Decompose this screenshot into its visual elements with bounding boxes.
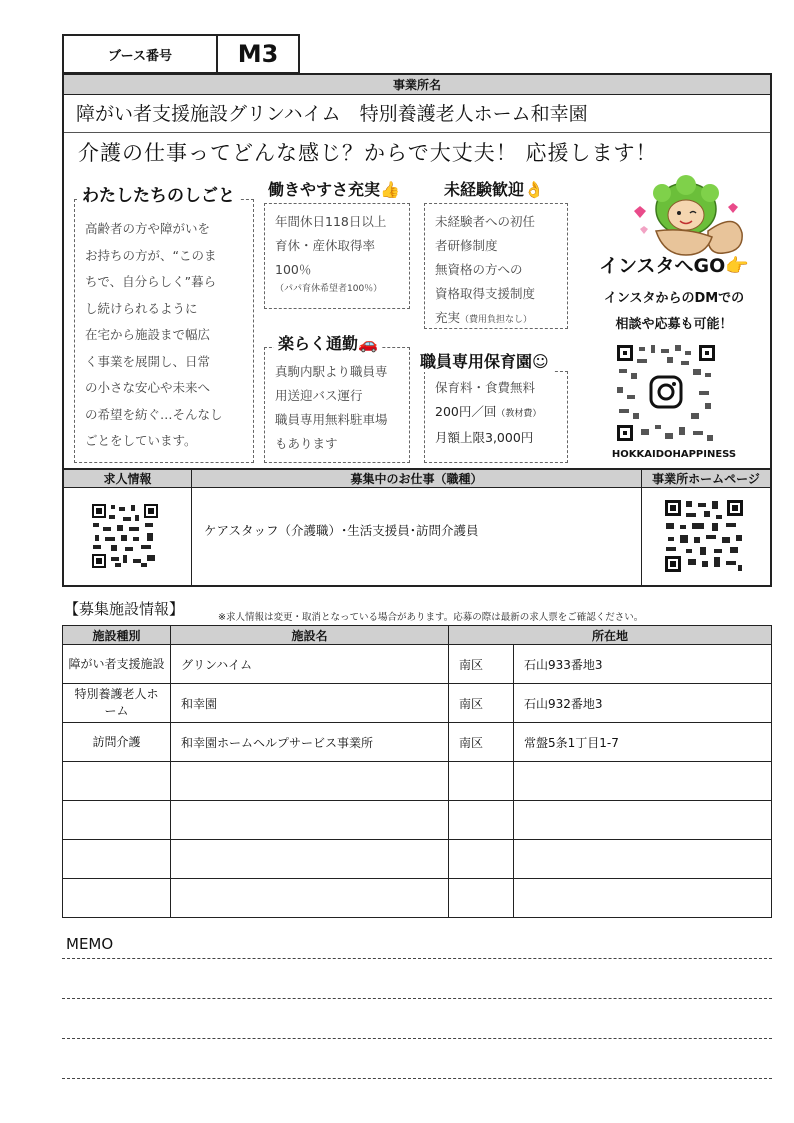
nursery-box [424, 371, 568, 463]
text-line [435, 306, 557, 332]
instagram-handle: HOKKAIDOHAPPINESS [611, 449, 737, 460]
facility-name [171, 840, 449, 879]
text-line: 在宅から施設まで幅広 [85, 327, 211, 342]
text: 充実 [435, 310, 461, 325]
homepage-header: 事業所ホームページ [652, 472, 760, 486]
text-line: 月額上限3,000円 [435, 430, 534, 445]
nursery-title: 職員専用保育園☺ [416, 349, 553, 372]
table-row [63, 645, 772, 684]
text-line: 未経験者への初任 [435, 214, 536, 229]
text-line [435, 400, 557, 426]
text-line: 資格取得支援制度 [435, 286, 536, 301]
our-work-box [74, 199, 254, 463]
facility-address: 石山933番地3 [514, 645, 772, 684]
office-name-header: 事業所名 [64, 75, 770, 95]
note: （費用負担なし） [460, 315, 533, 325]
instagram-go-label[interactable]: インスタへGO👉 [599, 255, 749, 277]
jobs-header: 募集中のお仕事（職種） [192, 470, 642, 488]
text-line: もあります [275, 436, 338, 451]
text-line: ごとをしています。 [85, 433, 197, 448]
table-row [63, 801, 772, 840]
facility-name [171, 879, 449, 918]
column-header: 施設名 [171, 626, 449, 645]
company-info-box [62, 73, 772, 587]
facility-type [63, 879, 171, 918]
facility-type [63, 840, 171, 879]
office-name: 障がい者支援施設グリンハイム 特別養護老人ホーム和幸園 [76, 103, 588, 125]
instagram-dm-text: インスタからのDMでの [603, 291, 745, 306]
facility-ward [449, 762, 514, 801]
memo-line[interactable] [62, 958, 772, 959]
facility-type: 障がい者支援施設 [63, 645, 171, 684]
inexperienced-box [424, 203, 568, 329]
catchphrase: 介護の仕事ってどんな感じ？からで大丈夫！ 応援します！ [78, 141, 658, 165]
text-line: し続けられるように [85, 300, 198, 316]
divider [64, 132, 770, 133]
table-row [63, 762, 772, 801]
text-line: 育休・産休取得率 [275, 238, 376, 253]
homepage-qr-icon[interactable] [664, 499, 744, 573]
facility-address [514, 840, 772, 879]
table-header-row [63, 626, 772, 645]
facility-ward: 南区 [449, 645, 514, 684]
text-line: 高齢者の方や障がいを [85, 221, 211, 236]
commute-title: 楽らく通勤🚗 [274, 331, 382, 354]
inexperienced-title: 未経験歓迎👌 [440, 177, 548, 200]
facility-ward: 南区 [449, 684, 514, 723]
text-line: 職員専用無料駐車場 [275, 412, 388, 427]
facility-name: 和幸園 [171, 684, 449, 723]
instagram-qr-icon[interactable] [615, 343, 717, 443]
easy-work-box [264, 203, 410, 309]
facility-ward [449, 879, 514, 918]
commute-box [264, 347, 410, 463]
facility-address [514, 801, 772, 840]
memo-line[interactable] [62, 998, 772, 999]
text-line: の希望を紡ぐ…そんなし [85, 406, 223, 422]
facility-address: 常盤5条1丁目1-7 [514, 723, 772, 762]
facilities-title: 【募集施設情報】 [64, 600, 185, 618]
facility-ward: 南区 [449, 723, 514, 762]
facility-ward [449, 801, 514, 840]
facility-ward [449, 840, 514, 879]
table-row [63, 879, 772, 918]
facility-name: グリンハイム [171, 645, 449, 684]
column-header: 所在地 [449, 626, 772, 645]
text-line: ちで、自分らしく”暮ら [85, 274, 217, 289]
text-line: 者研修制度 [435, 238, 498, 253]
text-line: く事業を展開し、日常 [85, 353, 211, 369]
memo-label: MEMO [66, 935, 114, 953]
facility-name [171, 801, 449, 840]
text-line: 100％ [275, 262, 312, 277]
booth-number: M3 [237, 40, 279, 68]
our-work-text [85, 216, 243, 455]
bottom-header-row [64, 468, 770, 488]
note: （教材費） [496, 409, 542, 419]
recruit-info-header: 求人情報 [64, 470, 192, 488]
text-line: 用送迎バス運行 [275, 388, 363, 403]
memo-line[interactable] [62, 1038, 772, 1039]
text: 200円／回 [435, 404, 497, 419]
easy-work-title: 働きやすさ充実👍 [264, 177, 404, 200]
facility-address [514, 879, 772, 918]
facility-type: 訪問介護 [63, 723, 171, 762]
booth-label: ブース番号 [64, 36, 218, 72]
divider [641, 468, 642, 585]
facility-name [171, 762, 449, 801]
instagram-dm-text: 相談や応募も可能！ [615, 317, 733, 332]
text-line: 保育料・食費無料 [435, 380, 536, 395]
column-header: 施設種別 [63, 626, 171, 645]
booth-number-box [62, 34, 300, 74]
text-line: お持ちの方が、“このま [85, 247, 217, 263]
table-row [63, 723, 772, 762]
facility-address [514, 762, 772, 801]
jobs-text: ケアスタッフ（介護職）･生活支援員･訪問介護員 [204, 523, 479, 538]
recruit-qr-icon[interactable] [91, 503, 159, 569]
facility-type [63, 801, 171, 840]
facility-type [63, 762, 171, 801]
facility-name: 和幸園ホームヘルプサービス事業所 [171, 723, 449, 762]
memo-line[interactable] [62, 1078, 772, 1079]
mascot-illustration-icon [616, 171, 756, 257]
text-line: 年間休日118日以上 [275, 214, 387, 229]
facility-address: 石山932番地3 [514, 684, 772, 723]
divider [191, 468, 192, 585]
our-work-title: わたしたちのしごと [78, 181, 239, 206]
facilities-table [62, 625, 772, 918]
text-line: 無資格の方への [435, 262, 523, 277]
note: （パパ育休希望者100％） [275, 284, 383, 294]
table-row [63, 840, 772, 879]
text-line: 真駒内駅より職員専 [275, 364, 388, 379]
table-row [63, 684, 772, 723]
facilities-note: ※求人情報は変更・取消となっている場合があります。応募の際は最新の求人票をご確認ください。 [218, 612, 644, 623]
facility-type: 特別養護老人ホーム [63, 684, 171, 723]
text-line: の小さな安心や未来へ [85, 380, 211, 395]
